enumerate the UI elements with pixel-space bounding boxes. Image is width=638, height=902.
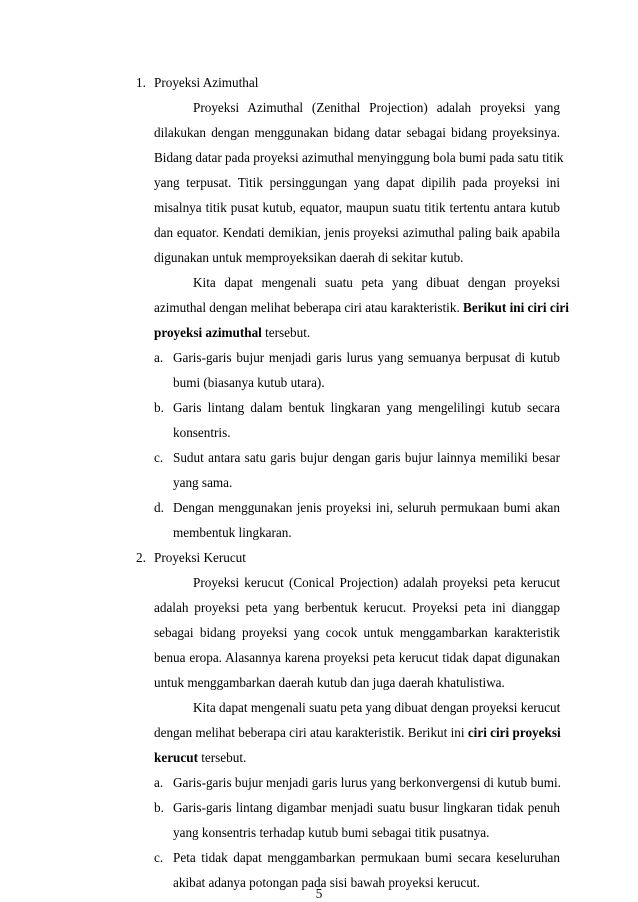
section-1-para1-line: dilakukan dengan menggunakan bidang datar sebagai bidang proyeksinya.: [154, 125, 560, 140]
page-number: 5: [315, 886, 323, 901]
section-1-para1-line: yang terpusat. Titik persinggungan yang dapat dipilih pada proyeksi ini: [154, 175, 560, 190]
section-1-para1-line: misalnya titik pusat kutub, equator, maupun suatu titik tertentu antara kutub: [154, 200, 560, 215]
list-label: b.: [154, 800, 164, 815]
section-1-para1-line: Proyeksi Azimuthal (Zenithal Projection) adalah proyeksi yang: [193, 100, 560, 115]
list-label: d.: [154, 500, 164, 515]
bold-text: proyeksi azimuthal: [154, 325, 262, 340]
list-item-line: Garis-garis bujur menjadi garis lurus yang semuanya berpusat di kutub: [173, 350, 560, 365]
para-text: tersebut.: [201, 750, 247, 765]
list-item-line: Garis-garis bujur menjadi garis lurus yang berkonvergensi di kutub bumi.: [173, 775, 561, 790]
section-1-para1-line: dan equator. Kendati demikian, jenis proyeksi azimuthal paling baik apabila: [154, 225, 560, 240]
list-item-line: bumi (biasanya kutub utara).: [173, 375, 325, 390]
list-item-line: konsentris.: [173, 425, 231, 440]
section-1-para2-line: Kita dapat mengenali suatu peta yang dibuat dengan proyeksi: [193, 275, 560, 290]
list-label: c.: [154, 850, 164, 865]
section-1-para2-line: [154, 300, 569, 316]
list-item-line: yang sama.: [173, 475, 233, 490]
section-2-para1-line: sebagai bidang proyeksi yang cocok untuk menggambarkan karakteristik: [154, 625, 560, 640]
section-2-para1-line: adalah proyeksi peta yang berbentuk kerucut. Proyeksi peta ini dianggap: [154, 600, 560, 615]
section-2-para1-line: benua eropa. Alasannya karena proyeksi peta kerucut tidak dapat digunakan: [154, 650, 560, 665]
bold-text: ciri ciri proyeksi: [467, 725, 561, 740]
section-2-para2-line: [154, 725, 560, 741]
list-label: a.: [154, 775, 164, 790]
list-label: c.: [154, 450, 164, 465]
para-text: dengan melihat beberapa ciri atau karakteristik. Berikut ini: [154, 725, 465, 740]
list-item-line: membentuk lingkaran.: [173, 525, 292, 540]
list-label: a.: [154, 350, 164, 365]
list-item-line: Dengan menggunakan jenis proyeksi ini, seluruh permukaan bumi akan: [173, 500, 560, 515]
list-label: b.: [154, 400, 164, 415]
section-2-number: 2.: [136, 550, 146, 565]
section-2-para2-line: [154, 750, 560, 766]
section-1-para1-line: digunakan untuk memproyeksikan daerah di sekitar kutub.: [154, 250, 464, 265]
section-1-title: Proyeksi Azimuthal: [154, 75, 259, 90]
list-item-line: akibat adanya potongan pada sisi bawah proyeksi kerucut.: [173, 875, 480, 890]
section-2-title: Proyeksi Kerucut: [154, 550, 246, 565]
bold-text: Berikut ini ciri ciri: [463, 300, 569, 315]
list-item-line: Garis-garis lintang digambar menjadi suatu busur lingkaran tidak penuh: [173, 800, 560, 815]
list-item-line: Sudut antara satu garis bujur dengan garis bujur lainnya memiliki besar: [173, 450, 560, 465]
section-2-para1-line: Proyeksi kerucut (Conical Projection) adalah proyeksi peta kerucut: [193, 575, 560, 590]
section-1-para2-line: [154, 325, 560, 341]
bold-text: kerucut: [154, 750, 198, 765]
list-item-line: Garis lintang dalam bentuk lingkaran yang mengelilingi kutub secara: [173, 400, 560, 415]
section-1-number: 1.: [136, 75, 146, 90]
list-item-line: yang konsentris terhadap kutub bumi sebagai titik pusatnya.: [173, 825, 490, 840]
section-2-para2-line: Kita dapat mengenali suatu peta yang dibuat dengan proyeksi kerucut: [193, 700, 561, 715]
para-text: tersebut.: [265, 325, 311, 340]
para-text: azimuthal dengan melihat beberapa ciri atau karakteristik.: [154, 300, 460, 315]
section-1-para1-line: Bidang datar pada proyeksi azimuthal menyinggung bola bumi pada satu titik: [154, 150, 564, 165]
list-item-line: Peta tidak dapat menggambarkan permukaan bumi secara keseluruhan: [173, 850, 560, 865]
section-2-para1-line: untuk menggambarkan daerah kutub dan juga daerah khatulistiwa.: [154, 675, 505, 690]
